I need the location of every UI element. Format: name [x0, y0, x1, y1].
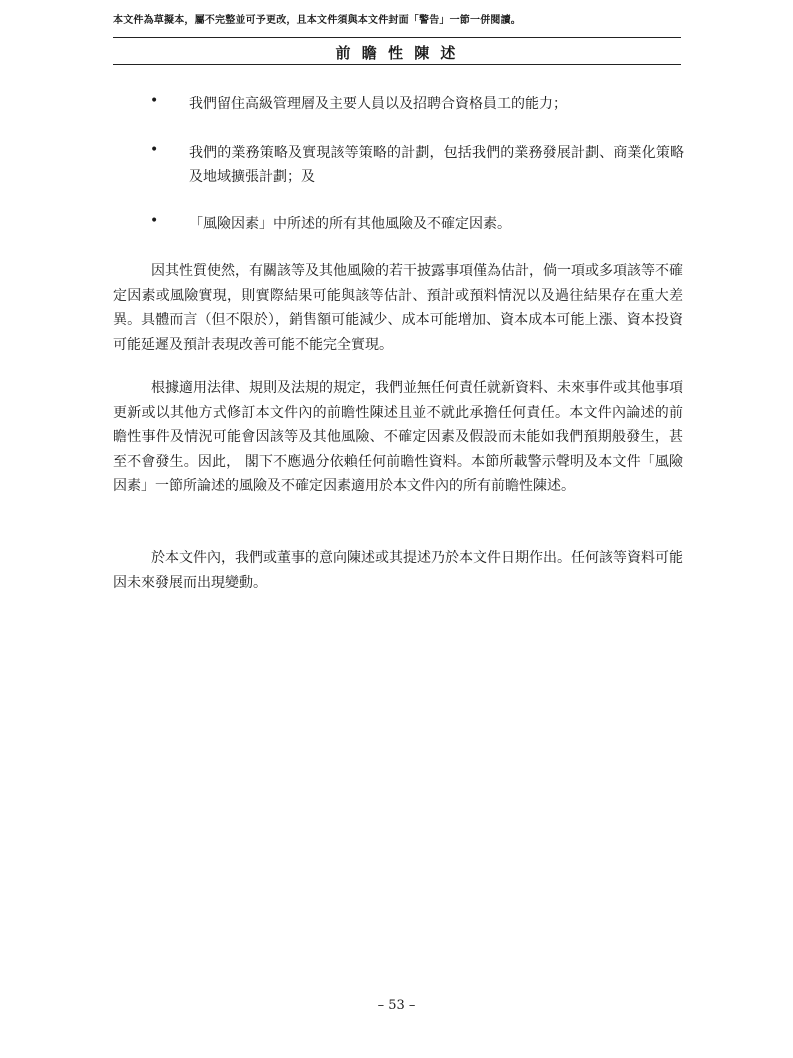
paragraph-no-obligation: 根據適用法律、規則及法規的規定，我們並無任何責任就新資料、未來事件或其他事項更新或以其他方式修訂本文件內的前瞻性陳述且並不就此承擔任何責任。本文件內論述的前瞻性事件及情況可能會因該等及其他風險、不確定因素及假設而未能如我們預期般發生，甚至不會發生。因此， 閣下不應過分依賴任何前瞻性資料。本節所載警示聲明及本文件「風險因素」一節所論述的風險及不確定因素適用於本文件內的所有前瞻性陳述。: [113, 380, 683, 494]
bullet-item-risk-factors: 「風險因素」中所述的所有其他風險及不確定因素。: [189, 216, 511, 232]
bullet-marker: •: [150, 142, 159, 158]
bullet-item-strategy: 我們的業務策略及實現該等策略的計劃，包括我們的業務發展計劃、商業化策略及地域擴張計劃；及: [189, 145, 684, 185]
paragraph-estimates: 因其性質使然，有關該等及其他風險的若干披露事項僅為估計，倘一項或多項該等不確定因素或風險實現，則實際結果可能與該等估計、預計或預料情況以及過往結果存在重大差異。具體而言（但不限於），銷售額可能減少、成本可能增加、資本成本可能上漲、資本投資可能延遲及預計表現改善可能不能完全實現。: [113, 263, 683, 353]
header-rule-bottom: [113, 64, 681, 65]
bullet-marker: •: [150, 93, 159, 109]
paragraph-statements-date: 於本文件內，我們或董事的意向陳述或其提述乃於本文件日期作出。任何該等資料可能因未來發展而出現變動。: [113, 550, 683, 591]
section-title: 前 瞻 性 陳 述: [335, 44, 459, 62]
header-rule-top: [113, 37, 681, 38]
draft-notice: 本文件為草擬本，屬不完整並可予更改，且本文件須與本文件封面「警告」一節一併閱讀。: [113, 15, 521, 26]
bullet-marker: •: [150, 213, 159, 229]
bullet-item-retention: 我們留住高級管理層及主要人員以及招聘合資格員工的能力；: [189, 96, 567, 112]
page-number: – 53 –: [377, 998, 416, 1013]
